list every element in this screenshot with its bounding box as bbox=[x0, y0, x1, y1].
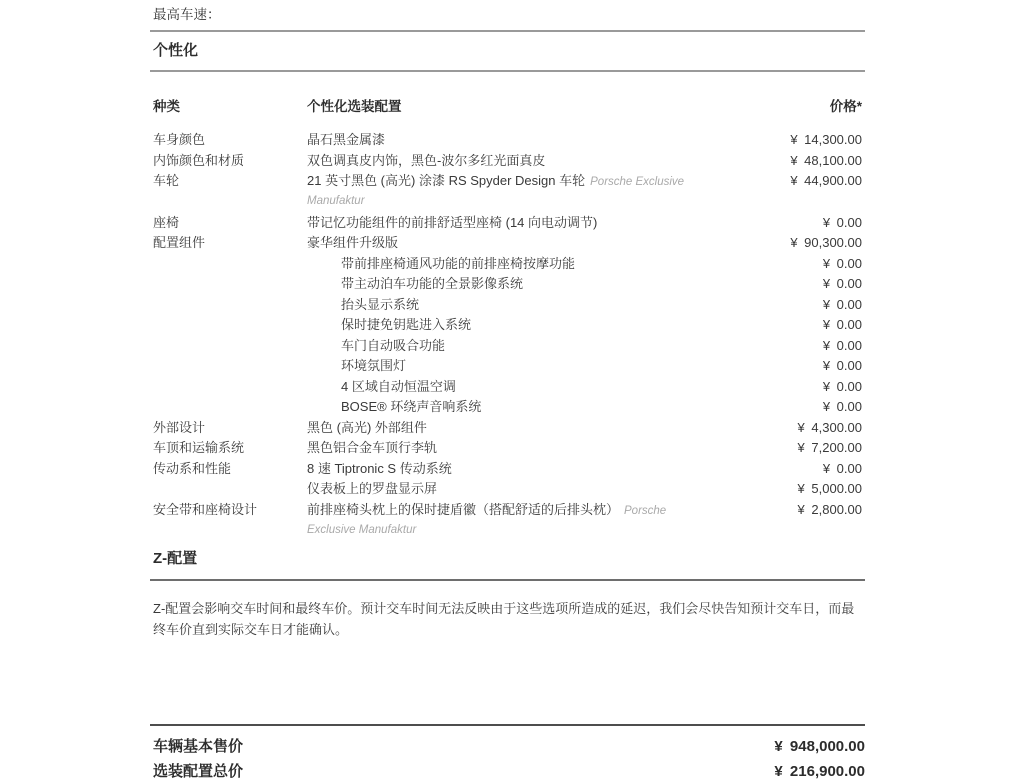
price-cell: ¥ 0.00 bbox=[822, 276, 862, 291]
price-cell: ¥ 2,800.00 bbox=[797, 501, 862, 517]
config-cell bbox=[307, 357, 687, 374]
price-cell: ¥ 4,300.00 bbox=[797, 419, 862, 435]
config-text: 保时捷免钥匙进入系统 bbox=[341, 317, 472, 332]
config-text: 仪表板上的罗盘显示屏 bbox=[307, 481, 438, 496]
table-row bbox=[153, 378, 862, 395]
category-cell: 外部设计 bbox=[153, 419, 206, 435]
category-cell: 车身颜色 bbox=[153, 132, 206, 147]
table-row bbox=[153, 255, 862, 272]
config-text: 带前排座椅通风功能的前排座椅按摩功能 bbox=[341, 255, 576, 271]
config-text: 黑色铝合金车顶行李轨 bbox=[307, 440, 438, 455]
price-cell: ¥ 44,900.00 bbox=[790, 173, 862, 188]
table-row bbox=[153, 234, 862, 251]
table-row bbox=[153, 501, 862, 539]
price-cell: ¥ 0.00 bbox=[822, 460, 862, 476]
config-text: 前排座椅头枕上的保时捷盾徽（搭配舒适的后排头枕） bbox=[307, 501, 620, 517]
price-summary bbox=[150, 724, 865, 782]
config-text: 豪华组件升级版 bbox=[307, 235, 399, 250]
config-text: 环境氛围灯 bbox=[341, 358, 407, 373]
exclusive-manufaktur-badge: Porsche Exclusive Manufaktur bbox=[307, 504, 667, 536]
category-cell: 安全带和座椅设计 bbox=[153, 501, 258, 517]
summary-label: 车辆基本售价 bbox=[153, 738, 244, 755]
category-cell: 车轮 bbox=[153, 173, 180, 188]
config-cell bbox=[307, 501, 687, 539]
price-cell: ¥ 5,000.00 bbox=[797, 481, 862, 496]
config-cell bbox=[307, 337, 687, 354]
config-cell bbox=[307, 234, 687, 251]
table-row bbox=[153, 419, 862, 436]
table-row bbox=[153, 337, 862, 354]
price-cell: ¥ 90,300.00 bbox=[790, 235, 862, 250]
config-cell bbox=[307, 480, 687, 497]
summary-label: 选装配置总价 bbox=[153, 763, 244, 780]
table-row bbox=[153, 357, 862, 374]
price-cell: ¥ 0.00 bbox=[822, 255, 862, 271]
table-row bbox=[153, 460, 862, 477]
config-cell bbox=[307, 131, 687, 148]
table-row bbox=[153, 296, 862, 313]
price-cell: ¥ 0.00 bbox=[822, 317, 862, 332]
summary-price: ¥ 216,900.00 bbox=[774, 763, 865, 780]
z-config-section bbox=[150, 547, 865, 581]
personalization-title: 个性化 bbox=[153, 42, 199, 59]
category-cell: 车顶和运输系统 bbox=[153, 440, 245, 455]
config-cell bbox=[307, 275, 687, 292]
column-header-config: 个性化选装配置 bbox=[307, 99, 402, 114]
z-config-title: Z-配置 bbox=[153, 550, 198, 567]
config-text: 8 速 Tiptronic S 传动系统 bbox=[307, 460, 452, 476]
options-table-body bbox=[153, 131, 862, 542]
table-row bbox=[153, 131, 862, 148]
price-cell: ¥ 0.00 bbox=[822, 378, 862, 394]
config-cell bbox=[307, 460, 687, 477]
z-config-paragraph: Z-配置会影响交车时间和最终车价。预计交车时间无法反映由于这些选项所造成的延迟，我们会尽快告知预计交车日，而最终车价直到实际交车日才能确认。 bbox=[153, 601, 855, 637]
price-cell: ¥ 0.00 bbox=[822, 399, 862, 414]
config-text: 4 区域自动恒温空调 bbox=[341, 378, 456, 394]
config-text: 21 英寸黑色 (高光) 涂漆 RS Spyder Design 车轮 bbox=[307, 173, 586, 188]
summary-price: ¥ 948,000.00 bbox=[774, 738, 865, 755]
config-cell bbox=[307, 255, 687, 272]
price-cell: ¥ 0.00 bbox=[822, 214, 862, 230]
table-row bbox=[153, 275, 862, 292]
config-cell bbox=[307, 316, 687, 333]
summary-row bbox=[153, 762, 865, 782]
config-cell bbox=[307, 152, 687, 169]
table-row bbox=[153, 398, 862, 415]
config-cell bbox=[307, 419, 687, 436]
price-cell: ¥ 0.00 bbox=[822, 296, 862, 312]
config-cell bbox=[307, 172, 687, 210]
column-header-category: 种类 bbox=[153, 99, 180, 114]
config-cell bbox=[307, 439, 687, 456]
config-cell bbox=[307, 296, 687, 313]
price-cell: ¥ 7,200.00 bbox=[797, 440, 862, 455]
price-cell: ¥ 48,100.00 bbox=[790, 152, 862, 168]
config-text: 带主动泊车功能的全景影像系统 bbox=[341, 276, 524, 291]
options-table-header bbox=[153, 95, 862, 115]
price-cell: ¥ 14,300.00 bbox=[790, 132, 862, 147]
config-text: 抬头显示系统 bbox=[341, 296, 420, 312]
summary-row bbox=[153, 737, 865, 757]
category-cell: 座椅 bbox=[153, 214, 180, 230]
config-text: BOSE® 环绕声音响系统 bbox=[341, 399, 482, 414]
personalization-section-header bbox=[150, 30, 865, 72]
column-header-price: 价格* bbox=[829, 99, 862, 114]
config-text: 黑色 (高光) 外部组件 bbox=[307, 419, 427, 435]
top-spec-label: 最高车速： bbox=[153, 7, 221, 22]
category-cell: 配置组件 bbox=[153, 235, 206, 250]
price-cell: ¥ 0.00 bbox=[822, 358, 862, 373]
config-cell bbox=[307, 398, 687, 415]
table-row bbox=[153, 439, 862, 456]
table-row bbox=[153, 316, 862, 333]
config-text: 车门自动吸合功能 bbox=[341, 337, 446, 353]
table-row bbox=[153, 172, 862, 210]
category-cell: 传动系和性能 bbox=[153, 460, 232, 476]
config-text: 晶石黑金属漆 bbox=[307, 132, 386, 147]
price-cell: ¥ 0.00 bbox=[822, 337, 862, 353]
config-text: 双色调真皮内饰，黑色-波尔多红光面真皮 bbox=[307, 152, 546, 168]
table-row bbox=[153, 214, 862, 231]
config-text: 带记忆功能组件的前排舒适型座椅 (14 向电动调节) bbox=[307, 214, 598, 230]
exclusive-manufaktur-badge: Porsche Exclusive Manufaktur bbox=[307, 176, 685, 207]
table-row bbox=[153, 480, 862, 497]
table-row bbox=[153, 152, 862, 169]
config-cell bbox=[307, 214, 687, 231]
config-cell bbox=[307, 378, 687, 395]
category-cell: 内饰颜色和材质 bbox=[153, 152, 245, 168]
